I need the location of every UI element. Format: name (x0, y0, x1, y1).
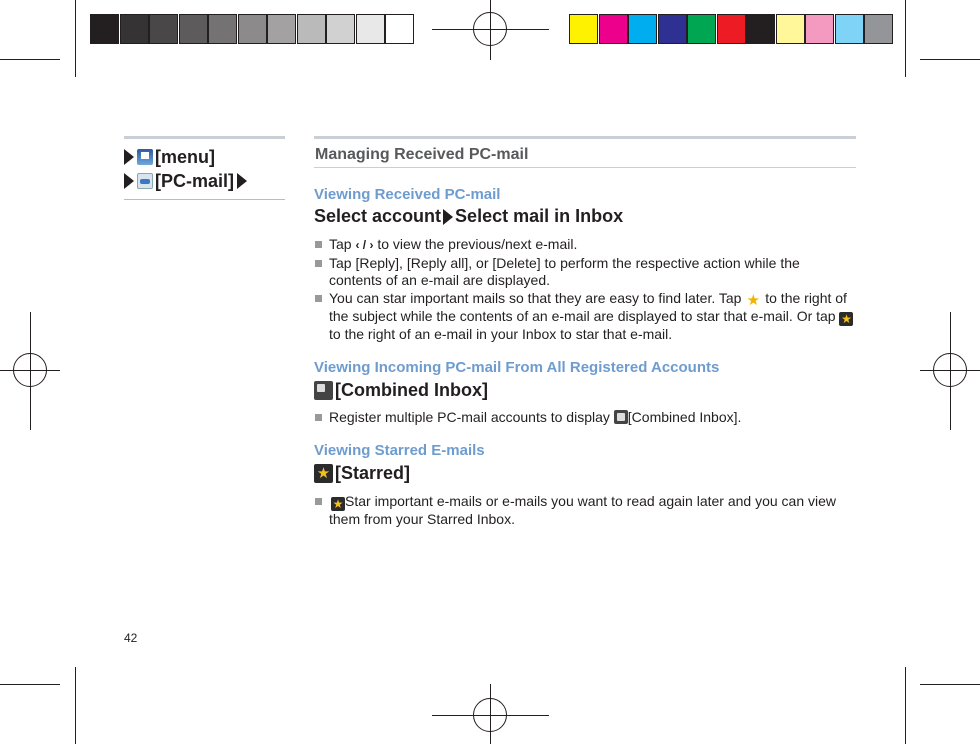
crop-mark (905, 0, 906, 77)
color-swatch (120, 14, 149, 44)
section-heading-starred: Viewing Starred E-mails (314, 442, 485, 459)
nav-menu-label: [menu] (155, 146, 215, 167)
color-swatch (326, 14, 355, 44)
arrow-right-icon (124, 173, 134, 189)
nav-step-pcmail (124, 169, 285, 193)
step-select-mail: Select mail in Inbox (455, 206, 624, 226)
pc-mail-icon (137, 173, 153, 189)
arrow-right-icon (124, 149, 134, 165)
list-item (314, 255, 856, 289)
color-swatch (599, 14, 628, 44)
bullet-text: Star important e-mails or e-mails you want to read again later and you can view them from your Starred Inbox. (329, 493, 837, 527)
bullet-text: to view the previous/next e-mail. (373, 236, 578, 252)
starred-list-icon: ★ (841, 312, 852, 326)
section-steps-received (314, 206, 856, 227)
color-swatch (835, 14, 864, 44)
crop-mark (75, 667, 76, 744)
section-heading-combined: Viewing Incoming PC-mail From All Registered Accounts (314, 359, 720, 376)
color-swatch (746, 14, 775, 44)
arrow-right-icon (237, 173, 247, 189)
color-swatch (179, 14, 208, 44)
color-swatch (90, 14, 119, 44)
color-swatch (628, 14, 657, 44)
bullet-list-received (314, 236, 856, 343)
step-starred: [Starred] (335, 463, 411, 483)
bullet-text: Tap (329, 236, 356, 252)
arrow-right-icon (443, 209, 453, 225)
color-swatch (208, 14, 237, 44)
main-content (314, 136, 856, 528)
crop-mark (30, 312, 31, 430)
color-swatch (238, 14, 267, 44)
menu-app-icon (137, 149, 153, 165)
color-swatch (149, 14, 178, 44)
nav-step-menu (124, 145, 285, 169)
starred-icon: ★ (332, 497, 344, 511)
list-item (314, 409, 856, 426)
page-title: Managing Received PC-mail (315, 146, 529, 163)
combined-inbox-icon (314, 381, 333, 400)
color-swatch (776, 14, 805, 44)
list-item (314, 493, 856, 528)
crop-mark (0, 684, 60, 685)
crop-mark (920, 59, 980, 60)
page-number: 42 (124, 631, 138, 645)
bullet-list-combined (314, 409, 856, 426)
prev-next-arrows-icon: ‹ / › (355, 238, 374, 252)
crop-mark (75, 0, 76, 77)
section-step-starred (314, 463, 856, 484)
crop-mark (920, 684, 980, 685)
list-item (314, 236, 856, 254)
navigation-path (124, 136, 285, 200)
bullet-text: to the right of the subject while the contents of an e-mail are displayed to star that e-mail. Or tap (329, 290, 847, 324)
color-swatch (356, 14, 385, 44)
section-step-combined (314, 380, 856, 401)
starred-icon: ★ (314, 464, 333, 483)
color-swatch (805, 14, 834, 44)
color-swatch (687, 14, 716, 44)
color-swatch (385, 14, 414, 44)
divider (124, 199, 285, 200)
step-select-account: Select account (314, 206, 442, 226)
section-heading-received: Viewing Received PC-mail (314, 186, 501, 203)
bullet-text: Tap [Reply], [Reply all], or [Delete] to perform the respective action while the contents of an e-mail are displayed. (329, 255, 800, 288)
crop-mark (950, 312, 951, 430)
star-icon: ★ (746, 292, 761, 309)
nav-pcmail-label: [PC-mail] (155, 170, 235, 191)
color-swatch (267, 14, 296, 44)
color-swatch (864, 14, 893, 44)
combined-inbox-icon (614, 410, 628, 424)
list-item (314, 290, 856, 343)
bullet-text: to the right of an e-mail in your Inbox to star that e-mail. (329, 326, 673, 342)
crop-mark (0, 59, 60, 60)
crop-mark (490, 0, 491, 60)
step-combined-inbox: [Combined Inbox] (335, 380, 488, 400)
crop-mark (905, 667, 906, 744)
color-swatch (717, 14, 746, 44)
color-swatch (569, 14, 598, 44)
color-swatch (297, 14, 326, 44)
bullet-text: [Combined Inbox]. (627, 409, 742, 425)
bullet-text: You can star important mails so that they are easy to find later. Tap (329, 290, 746, 306)
bullet-list-starred (314, 493, 856, 528)
color-swatch (658, 14, 687, 44)
bullet-text: Register multiple PC-mail accounts to display (329, 409, 614, 425)
divider (314, 167, 856, 168)
crop-mark (490, 684, 491, 744)
